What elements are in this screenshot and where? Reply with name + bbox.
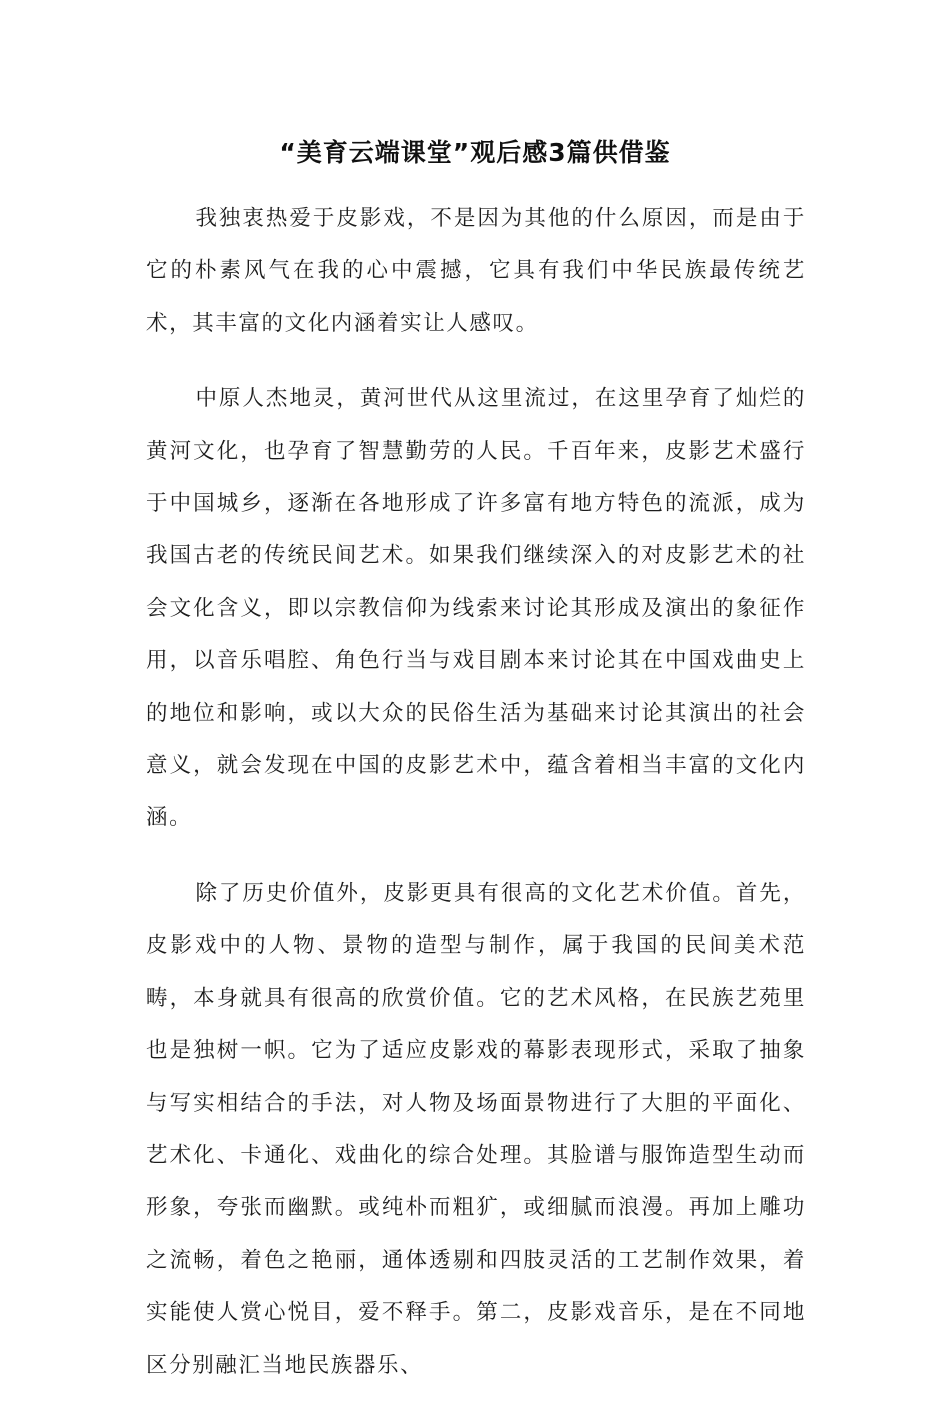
- paragraph-3: 除了历史价值外，皮影更具有很高的文化艺术价值。首先，皮影戏中的人物、景物的造型与制作，属于我国的民间美术范畴，本身就具有很高的欣赏价值。它的艺术风格，在民族艺苑里也是独树一帜。它为了适应皮影戏的幕影表现形式，采取了抽象与写实相结合的手法，对人物及场面景物进行了大胆的平面化、艺术化、卡通化、戏曲化的综合处理。其脸谱与服饰造型生动而形象，夸张而幽默。或纯朴而粗犷，或细腻而浪漫。再加上雕功之流畅，着色之艳丽，通体透剔和四肢灵活的工艺制作效果，着实能使人赏心悦目，爱不释手。第二，皮影戏音乐，是在不同地区分别融汇当地民族器乐、: [146, 880, 806, 1378]
- document-title: “美育云端课堂”观后感3篇供借鉴: [279, 138, 671, 167]
- document-body: [146, 193, 806, 1415]
- paragraph-2: 中原人杰地灵，黄河世代从这里流过，在这里孕育了灿烂的黄河文化，也孕育了智慧勤劳的人民。千百年来，皮影艺术盛行于中国城乡，逐渐在各地形成了许多富有地方特色的流派，成为我国古老的传统民间艺术。如果我们继续深入的对皮影艺术的社会文化含义，即以宗教信仰为线索来讨论其形成及演出的象征作用，以音乐唱腔、角色行当与戏目剧本来讨论其在中国戏曲史上的地位和影响，或以大众的民俗生活为基础来讨论其演出的社会意义，就会发现在中国的皮影艺术中，蕴含着相当丰富的文化内涵。: [146, 386, 806, 831]
- paragraph-1: 我独衷热爱于皮影戏，不是因为其他的什么原因，而是由于它的朴素风气在我的心中震撼，它具有我们中华民族最传统艺术，其丰富的文化内涵着实让人感叹。: [146, 206, 806, 336]
